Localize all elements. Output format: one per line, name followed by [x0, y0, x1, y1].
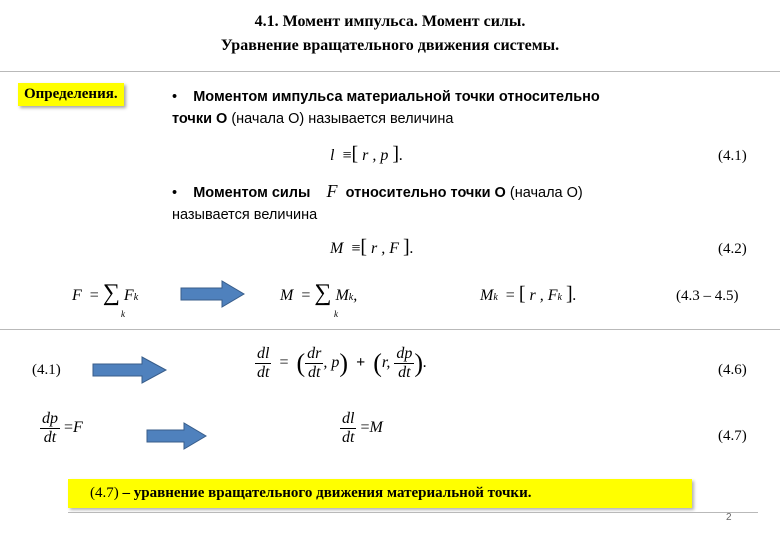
- eq-sign: =: [279, 354, 289, 372]
- equation-torque-sum: [280, 280, 358, 319]
- eq-end: .: [422, 354, 427, 372]
- fraction-dl-dt: [255, 345, 271, 382]
- equation-number-4-3-4-5: (4.3 – 4.5): [676, 288, 739, 304]
- term-point-o-2: относительно точки О: [345, 185, 506, 201]
- fraction-dr-dt: [305, 345, 323, 382]
- reference-4-1: (4.1): [32, 362, 61, 378]
- eq-lhs: l: [330, 147, 335, 164]
- d: d: [257, 364, 265, 381]
- d: d: [257, 345, 265, 362]
- force-symbol: F: [326, 181, 338, 201]
- slide-title: [0, 10, 780, 58]
- d: d: [308, 364, 317, 381]
- eq-end: .: [409, 240, 414, 257]
- divider-top: [0, 71, 780, 72]
- arrow-3: [146, 422, 208, 450]
- equation-number-4-1: (4.1): [718, 148, 747, 164]
- definition-text-2b: называется величина: [172, 207, 318, 223]
- m-lhs: M: [280, 287, 294, 304]
- fraction-dp-dt: [394, 345, 414, 382]
- subscript-k: k: [133, 292, 139, 303]
- definition-text: (начала О) называется величина: [227, 111, 454, 127]
- comma: ,: [323, 354, 328, 372]
- equation-force-sum: [72, 280, 139, 319]
- eq-end: .: [572, 287, 577, 304]
- mk-body: r , F: [529, 287, 558, 304]
- term-angular-momentum: Моментом импульса материальной точки относительно: [193, 89, 600, 105]
- p: p: [404, 345, 413, 362]
- eq-end: .: [399, 147, 404, 164]
- divider-middle: [0, 329, 780, 330]
- equation-number-4-6: (4.6): [718, 362, 747, 378]
- subscript-k: k: [493, 292, 498, 303]
- bullet: •: [172, 89, 178, 105]
- r: r: [315, 345, 322, 362]
- force: F: [73, 419, 83, 437]
- f-lhs: F: [72, 287, 82, 304]
- equation-number-4-2: (4.2): [718, 241, 747, 257]
- eq-sign: =: [505, 287, 515, 304]
- mk-lhs: M: [480, 287, 494, 304]
- term-point-o: точки О: [172, 111, 228, 127]
- equation-torque-k: Mk = [ r , Fk ].: [480, 283, 577, 305]
- title-line-2: Уравнение вращательного движения системы.: [220, 37, 560, 54]
- plus-sign: +: [356, 354, 366, 372]
- eq-rel: ≡: [351, 240, 361, 257]
- definition-angular-momentum: [172, 86, 732, 130]
- comma: ,: [386, 354, 391, 372]
- d: d: [396, 345, 405, 362]
- f-term: F: [123, 287, 134, 304]
- d: d: [307, 345, 316, 362]
- definition-torque: [172, 180, 732, 226]
- dp: dp: [42, 410, 58, 427]
- eq-sign: =: [360, 419, 370, 437]
- conclusion-box: [68, 479, 692, 508]
- equation-rotational: [340, 410, 383, 447]
- dt: dt: [43, 429, 57, 446]
- eq-sign: =: [64, 419, 74, 437]
- dt: dt: [342, 429, 355, 446]
- eq-body: r , p: [362, 147, 389, 164]
- comma: ,: [353, 287, 358, 304]
- t: t: [265, 364, 270, 381]
- conclusion-text: – уравнение вращательного движения материальной точки.: [118, 485, 532, 501]
- title-line-1: 4.1. Момент импульса. Момент силы.: [254, 13, 526, 30]
- eq-lhs: M: [330, 240, 344, 257]
- sum-index: k: [334, 309, 338, 319]
- t: t: [316, 364, 321, 381]
- equation-4-1: l ≡[ r , p ].: [330, 143, 404, 165]
- page-number: 2: [726, 512, 732, 523]
- sum-index: k: [121, 309, 125, 319]
- equation-number-4-7: (4.7): [718, 428, 747, 444]
- arrow-1: [180, 280, 246, 308]
- fraction-dp-dt: [40, 410, 60, 447]
- fraction-dl-dt: [340, 410, 356, 447]
- conclusion-ref: (4.7): [90, 485, 119, 501]
- equation-newton: [40, 410, 83, 447]
- definitions-label: Определения.: [18, 83, 124, 106]
- eq-sign: =: [89, 287, 99, 304]
- definition-text-2a: (начала О): [505, 185, 583, 201]
- eq-body: r , F: [371, 240, 400, 257]
- p: p: [331, 354, 340, 372]
- term-torque: Моментом силы: [193, 185, 311, 201]
- subscript-k: k: [557, 292, 562, 303]
- m-term: M: [335, 287, 349, 304]
- l: l: [265, 345, 270, 362]
- torque: M: [369, 419, 383, 437]
- equation-4-6: $\frac{dl}{dt}$ = ( $\frac{dr}{dt}$ , p) + (r, $\frac{dp}{dt}$ ).: [257, 345, 427, 381]
- d: d: [398, 364, 407, 381]
- dl: dl: [342, 410, 355, 427]
- eq-sign: =: [301, 287, 311, 304]
- bullet: •: [172, 185, 178, 201]
- eq-rel: ≡: [342, 147, 352, 164]
- t: t: [406, 364, 411, 381]
- arrow-2: [92, 356, 168, 384]
- r: r: [381, 354, 387, 372]
- subscript-k: k: [348, 292, 354, 303]
- sum-symbol: ∑: [102, 280, 120, 306]
- divider-bottom: [68, 512, 758, 513]
- equation-4-2: M ≡[ r , F ].: [330, 236, 414, 258]
- sum-symbol: ∑: [314, 280, 332, 306]
